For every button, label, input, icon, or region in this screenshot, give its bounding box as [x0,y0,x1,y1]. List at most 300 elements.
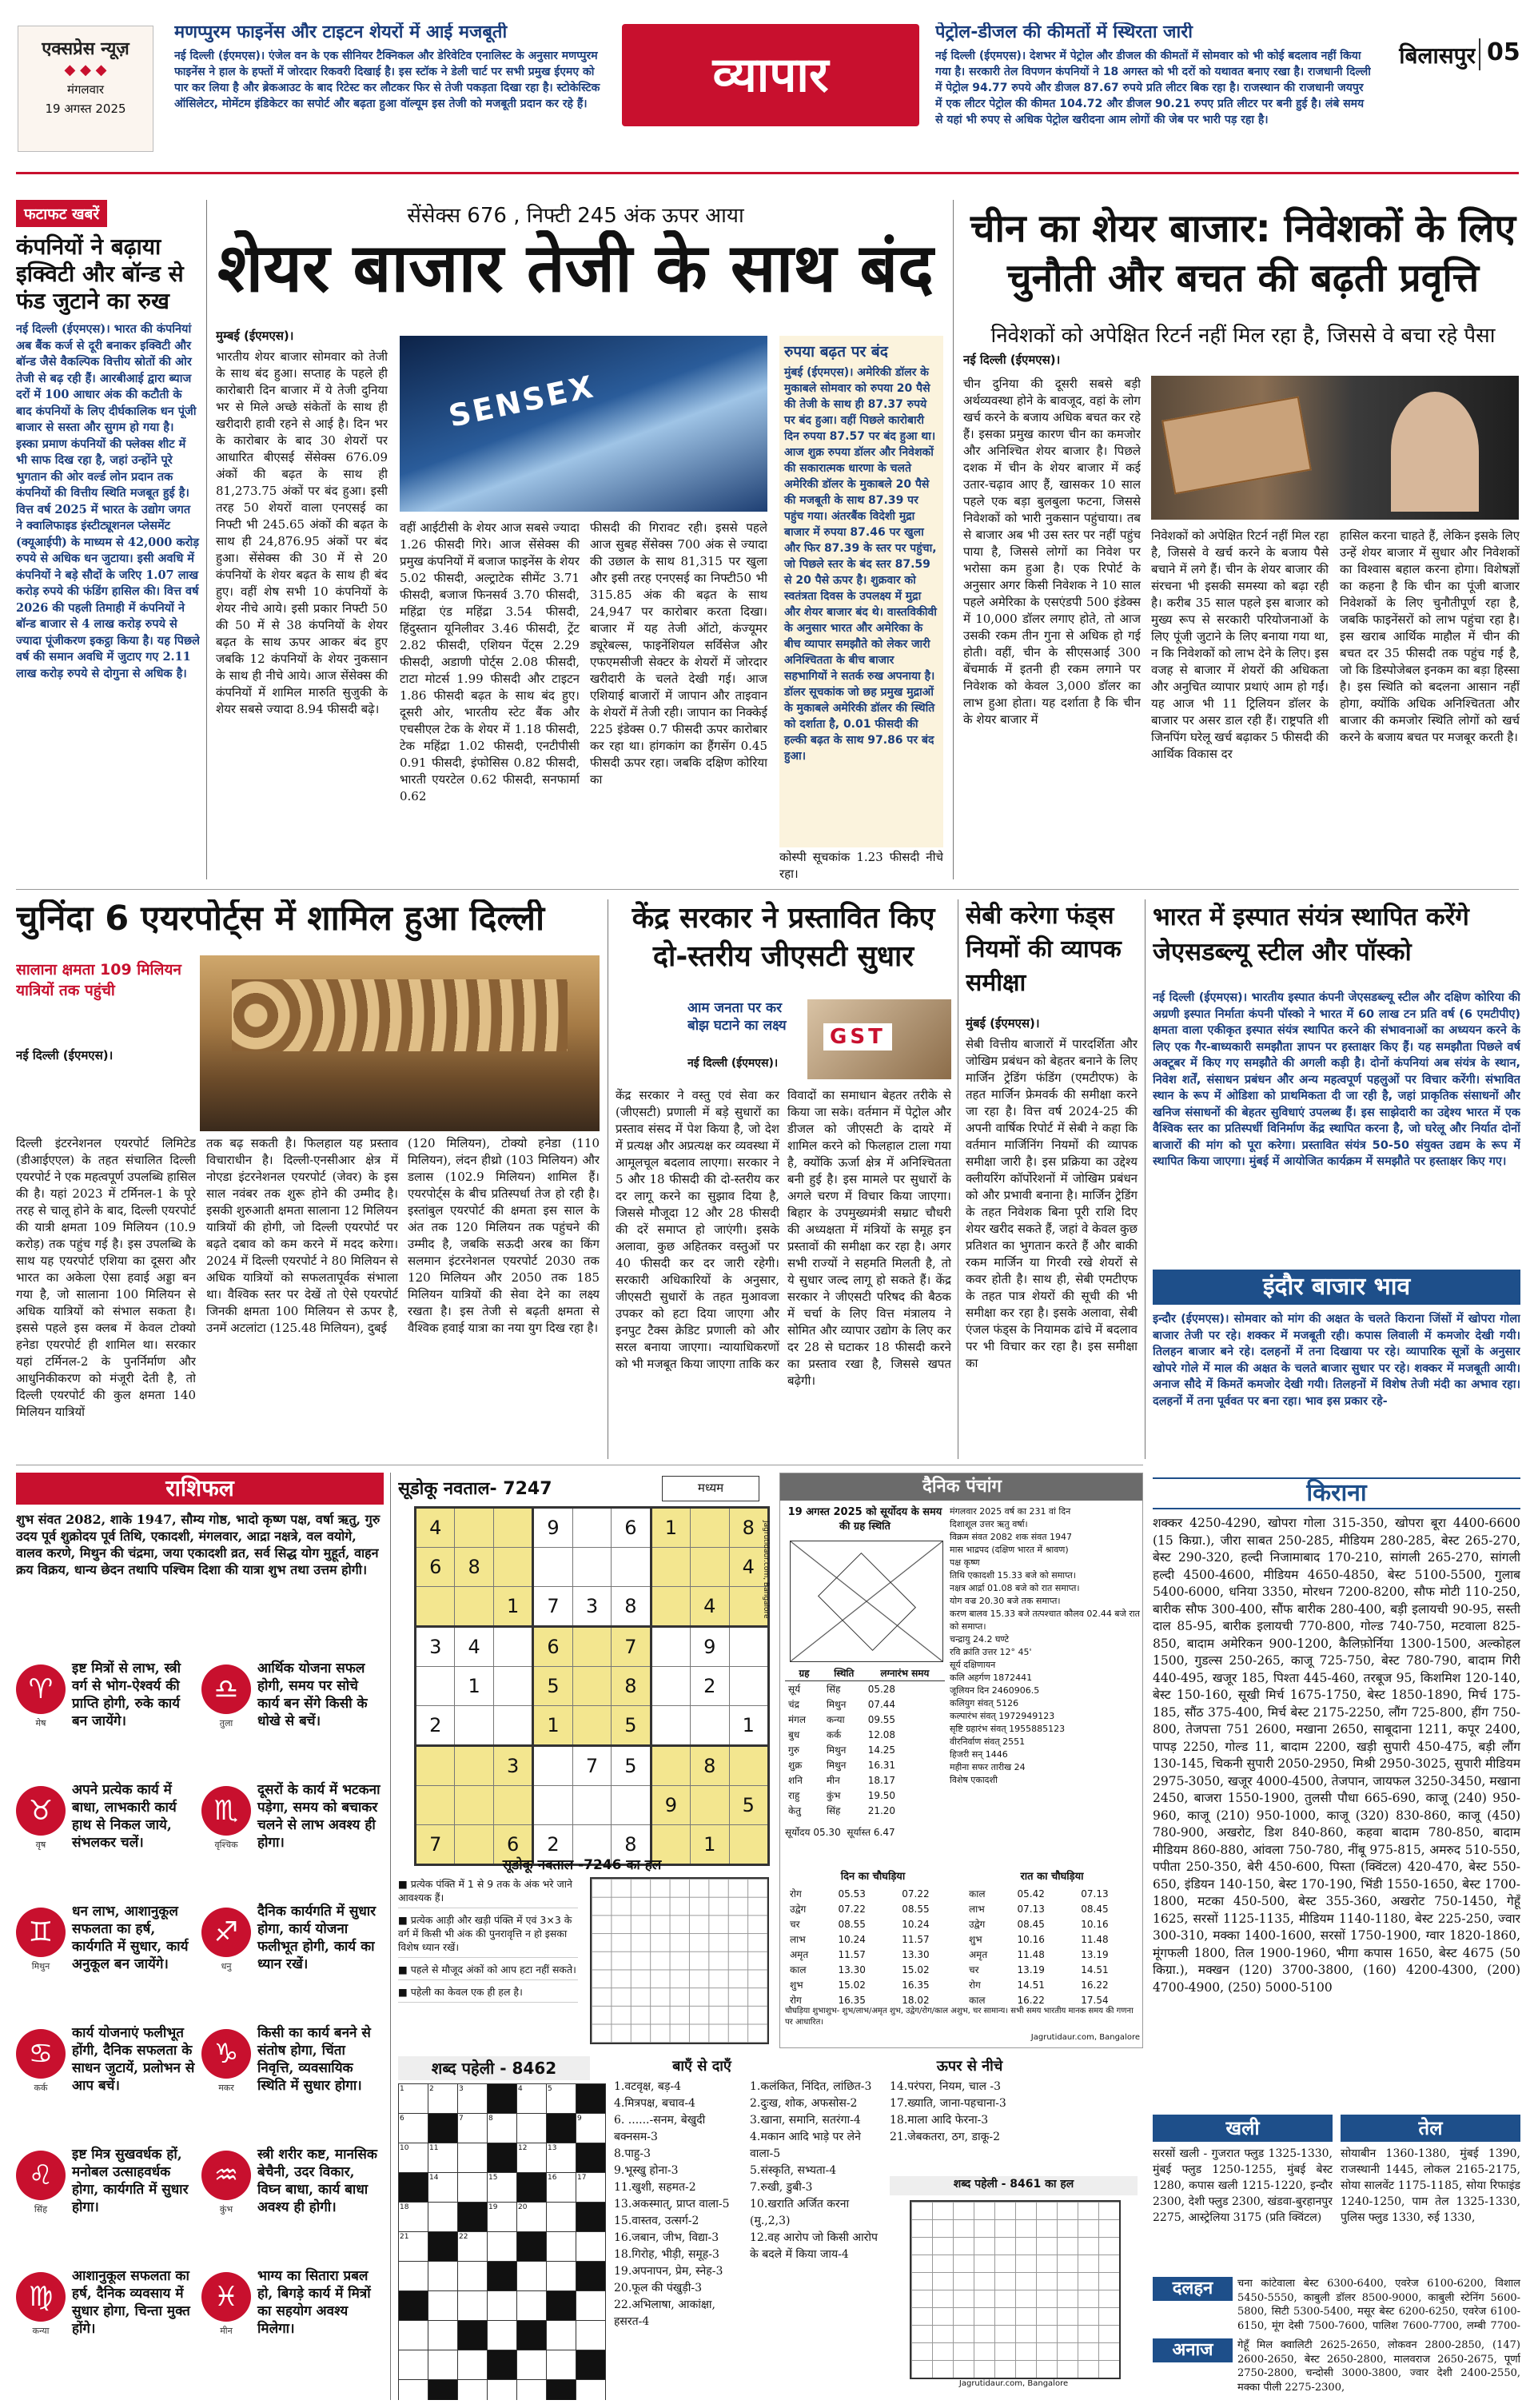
sensex-photo-label: SENSEX [445,369,599,434]
rashi-name: मिथुन [31,1961,50,1971]
banknotes-icon [1161,397,1312,495]
raat-choghadiya-title: रात का चौघड़िया [1020,1871,1084,1883]
crossword-cell[interactable]: 15 [488,2173,517,2203]
crossword-clue: 7.रुखी, डुबी-3 [750,2181,813,2194]
sudoku-cell[interactable] [691,1548,729,1587]
sudoku-cell[interactable] [416,1667,455,1706]
anaj-prices: गेहूँ मिल क्वालिटी 2625-2650, लोकवन 2800-2850, (147) 2600-2650, बेस्ट 2650-2800, मालवराज 2650-2675, पूर्णा 2750-2800, चन्दोसी 3000-3800, ज्वार देशी 2400-2550, मक्का पीली 2275-2300, [1237,2339,1520,2394]
choghadiya-cell: 16.35 [838,1994,866,2006]
sudoku-cell[interactable]: 1 [493,1587,532,1627]
crossword-cell[interactable]: 1 [399,2084,428,2114]
sudoku-section [398,1473,770,2048]
crossword-cell[interactable] [517,2262,547,2291]
fatafat-tag: फटाफट खबरें [16,200,107,227]
sudoku-cell[interactable] [651,1706,690,1746]
sudoku-solution-grid [590,1877,769,2044]
choghadiya-cell: लाभ [790,1934,806,1945]
crossword-cell[interactable]: 9 [576,2114,606,2143]
din-choghadiya-title: दिन का चौघड़िया [840,1871,906,1883]
crossword-cell[interactable]: 3 [458,2084,488,2114]
panchang-footer: चौघड़िया शुभाशुभ- शुभ/लाभ/अमृत शुभ, उद्वेग/रोग/काल अशुभ, चर सामान्य। सभी समय भारतीय मानक समय की गणना पर आधारित। [785,2007,1134,2027]
crossword-cell[interactable] [547,2203,576,2232]
crossword-solution-grid [910,2200,1121,2379]
rashi-text: अपने प्रत्येक कार्य में बाधा, लाभकारी कार्य हाथ से निकल जाये, संभलकर चलें। [72,1782,177,1851]
sebi-dateline: मुंबई (ईएमएस)। [966,1016,1040,1031]
crossword-cell[interactable] [517,2291,547,2321]
crossword-clue: 14.परंपरा, नियम, चाल -3 [890,2080,1002,2093]
rashi-name: वृष [35,1840,46,1850]
sudoku-cell[interactable]: 1 [455,1667,493,1706]
sudoku-cell[interactable] [455,1706,493,1746]
rashi-text: दैनिक कार्यगति में सुधार होगा, कार्य योजना फलीभूत होगी, कार्य का ध्यान रखें। [257,1904,377,1972]
top-brief-left-title: मणप्पुरम फाइनेंस और टाइटन शेयरों में आई मजबूती [174,22,508,42]
city-label: बिलासपुर [1399,42,1476,69]
brand-box [18,26,153,152]
sudoku-cell[interactable] [691,1508,729,1548]
sudoku-cell[interactable]: 2 [691,1667,729,1706]
crossword-cell [547,2380,576,2401]
crossword-cell[interactable] [458,2173,488,2203]
planet-cell: 16.31 [867,1759,896,1771]
zodiac-icon: ♎ [201,1664,251,1714]
choghadiya-cell: रोग [969,1979,981,1991]
planet-cell: केतु [788,1805,802,1816]
rashifal-intro: शुभ संवत 2082, शाके 1947, सौम्य गोष्ठ, भादो कृष्ण पक्ष, वर्षा ऋतु, गुरु उदय पूर्व शुक्रोदय पूर्व तिथि, एकादशी, मंगलवार, आद्रा नक्षत्रे, वल वयोगे, वालव करणे, मिथुन की चंद्रमा, जया एकादशी व्रत, सर्व सिद्ध योग मुहूर्त, वाहन क्रय विक्रय, धान्य छेदन तथापि पश्चिम दिशा की यात्रा शुभ तथा उत्तम होगी। [16,1512,381,1577]
indore-title: इंदौर बाजार भाव [1153,1270,1520,1305]
choghadiya-cell: 05.53 [838,1888,866,1900]
rule-sebi [1145,899,1146,1459]
crossword-cell[interactable] [458,2380,488,2401]
planet-cell: गुरु [788,1744,799,1756]
choghadiya-cell: 07.22 [838,1903,866,1915]
crossword-clue: 15.वास्तव, उत्सर्ग-2 [614,2215,699,2227]
panchang-line: कलियुग संवत् 5126 [950,1698,1019,1708]
crossword-clue: 4.मकान आदि भाड़े पर लेने वाला-5 [750,2131,861,2160]
choghadiya-cell: 13.30 [838,1963,866,1975]
sudoku-cell[interactable]: 1 [651,1508,690,1548]
planet-table-header: लग्नारंभ समय [865,1665,945,1681]
sudoku-cell[interactable]: 4 [416,1508,455,1548]
crossword-cell[interactable]: 11 [428,2143,458,2173]
crossword-cell[interactable]: 12 [517,2143,547,2173]
rashi-name: वृश्चिक [214,1840,238,1850]
crossword-clue: 20.फूल की पंखुड़ी-3 [614,2282,702,2294]
choghadiya-cell: 11.48 [1017,1948,1045,1960]
crossword-cell[interactable] [458,2143,488,2173]
planet-row [785,1681,945,1697]
sudoku-cell[interactable]: 6 [493,1825,532,1865]
sudoku-cell[interactable]: 3 [572,1587,611,1627]
sudoku-rules [398,1877,578,2045]
crossword-cell [576,2350,606,2380]
choghadiya-cell: उद्वेग [969,1919,986,1930]
rashi-text: धन लाभ, आशानुकूल सफलता का हर्ष, कार्यगति में सुधार, कार्य अनुकूल बन जायेंगे। [72,1904,189,1972]
sudoku-rule: ■ प्रत्येक आड़ी और खड़ी पंक्ति में एवं 3×3 के वर्ग में किसी भी अंक की पुनरावृत्ति न हो इसका विशेष ध्यान रखें। [398,1913,578,1958]
panchang-line: रवि क्रांति उत्तर 12° 45' [950,1647,1032,1657]
planet-row [785,1803,945,1818]
sudoku-cell[interactable] [533,1746,572,1786]
crossword-cell[interactable] [576,2232,606,2262]
crossword-cell[interactable]: 14 [428,2173,458,2203]
sudoku-rule: ■ पहेली का केवल एक ही हल है। [398,1985,578,2003]
panchang-line: विशेष एकादशी [950,1775,998,1785]
sudoku-cell[interactable] [455,1786,493,1825]
sudoku-cell[interactable]: 1 [691,1825,729,1865]
planet-cell: मिथुन [826,1760,847,1771]
rashi-item [201,1901,384,2019]
rashi-item [16,2144,198,2262]
rashi-item [16,1658,198,1776]
choghadiya-cell: 10.24 [902,1918,930,1930]
crossword-clue: 18.गिरोह, भीड़ी, समूह-3 [614,2248,719,2261]
choghadiya-cell: लाभ [969,1904,985,1915]
lagna-title: 19 अगस्त 2025 को सूर्योदय के समय की ग्रह स्थिति [787,1506,942,1533]
sudoku-cell[interactable] [493,1548,532,1587]
crossword-cell[interactable]: 19 [488,2203,517,2232]
crossword-cell[interactable] [488,2380,517,2401]
sudoku-cell[interactable]: 7 [612,1627,651,1667]
sudoku-cell[interactable]: 9 [651,1786,690,1825]
planet-cell: 19.50 [867,1789,896,1801]
top-brief-right-body: नई दिल्ली (ईएमएस)। देशभर में पेट्रोल और डीजल की कीमतों में सोमवार को भी कोई बदलाव नहीं किया गया है। सरकारी तेल विपणन कंपनियों ने 18 अगस्त को भी दरों को यथावत बनाए रखा है। राजधानी दिल्ली में पेट्रोल 94.77 रुपये और डीजल 87.67 रुपये प्रति लीटर बिक रहा है। राजस्थान की राजधानी जयपुर में एक लीटर पेट्रोल की कीमत 104.72 और डीजल 90.21 रुपए प्रति लीटर पर बनी हुई है। लंबे समय से यहां भी रुपए से अधिक पेट्रोल खरीदना आम लोगों की जेब पर भारी पड़ रहा है। [935,50,1371,126]
planet-cell: 07.44 [867,1698,896,1710]
sudoku-cell[interactable] [533,1786,572,1825]
crossword-cell[interactable] [488,2321,517,2350]
crossword-cell[interactable] [399,2350,428,2380]
rashifal-title: राशिफल [16,1473,384,1505]
sudoku-cell[interactable]: 7 [533,1587,572,1627]
sudoku-cell[interactable] [493,1706,532,1746]
dalhan-title: दलहन [1153,2277,1233,2301]
choghadiya-cell: 13.19 [1017,1963,1045,1975]
zodiac-icon: ♊ [16,1908,66,1957]
gst-col2: विवादों का समाधान बेहतर तरीके से किया जा सके। वर्तमान में पेट्रोल और डीजल को जीएसटी के दायरे में शामिल करने को फिलहाल टाला गया है, क्योंकि ऊर्जा क्षेत्र में अनिश्चितता बनी हुई है। इस मामले पर सुधारों के अगले चरण में विचार किया जाएगा। बिहार के उपमुख्यमंत्री सम्राट चौधरी की अध्यक्षता में मंत्रियों के समूह इन प्रस्तावों की समीक्षा कर रहा है। अगर सभी राज्यों ने सहमति मिलती है, तो ये सुधार जल्द लागू हो सकते हैं। केंद्र सरकार ने जीएसटी परिषद की बैठक में चर्चा के लिए वित्त मंत्रालय ने सोमित और व्यापार उद्योग के लिए कर दर 28 से घटाकर 18 फीसदी करने का प्रस्ताव रखा है, जिससे खपत बढ़ेगी। [787,1088,951,1388]
crossword-cell[interactable] [576,2380,606,2401]
crossword-credit: Jagrutidaur.com, Bangalore [958,2379,1069,2388]
khali-prices: सरसों खली - गुजरात फ्लुड 1325-1330, मुंबई फ्लुड 1250-1255, मुंबई बेस्ट 1280, कपास खली 1215-1220, इन्दौर 2300, देशी फ्लुड 2300, खंडवा-बुरहानपुर 2275, आस्ट्रेलिया 3175 (प्रति क्विंटल) [1153,2147,1333,2224]
sudoku-cell[interactable]: 1 [533,1706,572,1746]
sudoku-cell[interactable] [572,1667,611,1706]
sudoku-cell[interactable] [572,1627,611,1667]
choghadiya-cell: 16.22 [1017,1994,1045,2006]
sudoku-cell[interactable]: 4 [691,1587,729,1627]
sudoku-cell[interactable]: 2 [533,1825,572,1865]
crossword-clue: 10.खराति अर्जित करना (मु.,2,3) [750,2198,850,2227]
planet-cell: मंगल [788,1714,807,1725]
planet-row [785,1742,945,1757]
rashi-text: भाग्य का सितारा प्रबल हो, बिगड़े कार्य में मित्रों का सहयोग अवश्य मिलेगा। [257,2268,371,2337]
sudoku-cell[interactable]: 4 [729,1548,769,1587]
sudoku-cell[interactable] [493,1667,532,1706]
fatafat-section [16,200,200,887]
rashi-text: कार्य योजनाएं फलीभूत होंगी, दैनिक सफलता के साधन जुटायें, प्रलोभन से आप बचें। [72,2025,195,2094]
down-title: ऊपर से नीचे [936,2058,1003,2075]
crossword-cell[interactable] [488,2291,517,2321]
panchang-credit: Jagrutidaur.com, Bangalore [1030,2033,1140,2042]
gst-blocks-icon: GST [823,1023,892,1051]
crossword-clue: 2.दुःख, शोक, अफसोस-2 [750,2097,858,2110]
rashi-item [16,1780,198,1898]
zodiac-icon: ♍ [16,2272,66,2322]
rule-fatafat [206,200,207,879]
crossword-cell[interactable]: 13 [547,2143,576,2173]
rashi-name: मीन [220,2326,233,2336]
zodiac-icon: ♑ [201,2029,251,2079]
crossword-cell[interactable] [547,2350,576,2380]
indore-intro: इन्दौर (ईएमएस)। सोमवार को मांग की अक्षत के चलते किराना जिंसों में खोपरा गोला बाजार तेजी पर रहे। शक्कर में मजबूती रही। कपास लिवाली में कमजोर देखी गयी। तिलहन बाजार बने रहे। दलहनों में तना दिखाया पर रहे। व्यापारिक सूत्रों के अनुसार खोपरे गोले में माल की अक्षत के चलते बाजार सुधार पर रहे। शक्कर में मजबूती आयी। अनाज सौदे में किमतें कमजोर देखी गयी। तिलहनों में विशेष तेजी मंदी का अभाव रहा। दलहनों में तना पूर्ववत पर बना रहा। भाव इस प्रकार रहे- [1153,1313,1520,1408]
sudoku-title: सूडोकू नवताल- 7247 [398,1479,552,1499]
crossword-cell[interactable]: 2 [428,2084,458,2114]
choghadiya-cell: 10.16 [1017,1933,1045,1945]
sudoku-rule: ■ पहले से मौजूद अंकों को आप हटा नहीं सकते। [398,1963,578,1980]
crossword-cell[interactable]: 4 [517,2084,547,2114]
crossword-cell[interactable] [428,2262,458,2291]
sunrise-box [785,1825,945,1857]
crossword-clue: 18.माला आदि फेरना-3 [890,2114,989,2127]
planet-row [785,1757,945,1772]
crossword-cell[interactable]: 8 [488,2114,517,2143]
sudoku-cell[interactable] [691,1786,729,1825]
crossword-cell[interactable] [428,2203,458,2232]
rashi-item [201,2023,384,2141]
zodiac-icon: ♋ [16,2029,66,2079]
choghadiya-cell: 17.54 [1081,1994,1109,2006]
crossword-cell[interactable] [458,2350,488,2380]
china-col2: निवेशकों को अपेक्षित रिटर्न नहीं मिल रहा है, जिससे वे खर्च करने के बजाय पैसे बचाने में लगे हैं। चीन के शेयर बाजार की संरचना भी इसकी समस्या को बढ़ा रही है। करीब 35 साल पहले इस बाजार को मुख्य रूप से सरकारी परियोजनाओं के लिए पूंजी जुटाने के लिए बनाया गया था, न कि निवेशकों को लाभ देने के लिए। इस वजह से बाजार में शेयरों की अधिकता और अनुचित व्यापार प्रथाएं आम हो गईं। यह आज भी 11 ट्रिलियन डॉलर के बाजार पर असर डाल रही हैं। राष्ट्रपति शी जिनपिंग घरेलू खर्च बढ़ाकर 5 फीसदी की आर्थिक विकास दर [1151,528,1329,761]
sudoku-cell[interactable]: 8 [612,1587,651,1627]
choghadiya-cell: काल [790,1964,807,1975]
crossword-cell[interactable] [576,2291,606,2321]
planet-cell: कर्क [826,1729,842,1740]
sudoku-cell[interactable]: 8 [612,1825,651,1865]
rashi-item [201,2266,384,2384]
sudoku-cell[interactable]: 3 [416,1627,455,1667]
crossword-clue: 4.मित्रपक्ष, बचाव-4 [614,2097,695,2110]
crossword-cell [517,2232,547,2262]
crossword-cell [428,2380,458,2401]
sudoku-cell[interactable] [493,1508,532,1548]
choghadiya-cell: 07.13 [1081,1888,1109,1900]
sudoku-cell[interactable] [572,1786,611,1825]
panchang-line: कलि अहर्गण 1872441 [950,1672,1033,1683]
crossword-cell[interactable] [576,2321,606,2350]
crossword-cell [576,2084,606,2114]
fatafat-headline: कंपनियों ने बढ़ाया इक्विटी और बॉन्ड से फंड जुटाने का रुख [16,233,184,314]
sudoku-cell[interactable]: 5 [612,1706,651,1746]
sudoku-cell[interactable] [572,1548,611,1587]
choghadiya-row [964,1977,1140,1992]
rupee-title: रुपया बढ़त पर बंद [784,343,888,361]
gst-col1: केंद्र सरकार ने वस्तु एवं सेवा कर (जीएसटी) प्रणाली में बड़े सुधारों का प्रस्ताव संसद में पेश किया है, जो देश में प्रत्यक्ष और अप्रत्यक्ष कर व्यवस्था में आमूलचूल बदलाव लाएगा। सरकार ने 5 और 18 फीसदी की दो-स्तरीय कर दर लागू करने का सुझाव दिया है, जिससे मौजूदा 12 और 28 फीसदी की दरें समाप्त हो जाएंगी। इसके अलावा, कुछ अहितकर वस्तुओं पर 40 फीसदी कर दर जारी रहेगी। सरकारी अधिकारियों के अनुसार, जीएसटी सुधारों के तहत मुआवजा उपकर को हटा दिया जाएगा और इनपुट टैक्स क्रेडिट प्रणाली को और सरल बनाया जाएगा। न्यायाधिकरणों को भी मजबूत किया जाएगा ताकि कर [616,1088,779,1371]
crossword-cell[interactable] [547,2321,576,2350]
choghadiya-cell: 11.57 [902,1933,930,1945]
choghadiya-cell: उद्वेग [790,1904,807,1915]
dalhan-prices: चना कांटेवाला बेस्ट 6300-6400, एवरेज 6100-6200, विशाल 5450-5550, काबुली डॉलर 8500-9000, काबुली स्टेनिंग 5600-5800, सिटी 5300-5400, मसूर बेस्ट 6200-6250, एवरेज 6100-6150, मूंग देसी 7500-7600, पालिश 7600-7700, लम्बी 7700- [1237,2278,1520,2332]
crossword-cell[interactable]: 16 [547,2173,576,2203]
rashifal-section [16,1473,384,2400]
sudoku-cell[interactable]: 1 [729,1706,769,1746]
sudoku-cell[interactable] [691,1706,729,1746]
crossword-cell[interactable] [517,2350,547,2380]
choghadiya-row [964,1962,1140,1977]
sudoku-cell[interactable]: 8 [612,1667,651,1706]
sudoku-cell[interactable] [455,1508,493,1548]
crossword-cell[interactable] [547,2262,576,2291]
sudoku-cell[interactable]: 5 [533,1667,572,1706]
crossword-clue: 21.जेबकतरा, ठग, डाकू-2 [890,2131,1001,2143]
issue-date: 19 अगस्त 2025 [45,102,126,116]
sudoku-cell[interactable] [651,1667,690,1706]
zodiac-icon: ♈ [16,1664,66,1714]
zodiac-icon: ♓ [201,2272,251,2322]
sunset-label: सूर्यास्त [847,1827,871,1838]
sudoku-cell[interactable] [572,1508,611,1548]
choghadiya-row [964,1901,1140,1916]
rashi-name: कर्क [34,2083,48,2093]
sudoku-level: मध्यम [662,1476,759,1501]
china-photo [1151,376,1519,520]
sudoku-cell[interactable] [572,1706,611,1746]
crossword-cell[interactable]: 21 [399,2232,428,2262]
crossword-cell [576,2262,606,2291]
airport-col2: तक बढ़ सकती है। फिलहाल यह प्रस्ताव विचाराधीन है। दिल्ली-एनसीआर क्षेत्र में नोएडा इंटरनेशनल एयरपोर्ट (जेवर) के इस साल नवंबर तक शुरू होने की उम्मीद है। इसकी शुरुआती क्षमता सालाना 12 मिलियन यात्रियों की होगी, जो दिल्ली एयरपोर्ट पर बढ़ते दबाव को कम करने में मदद करेगा। 2024 में दिल्ली एयरपोर्ट ने 80 मिलियन से अधिक यात्रियों को सफलतापूर्वक संभाला था। वैश्विक स्तर पर देखें तो ऐसे एयरपोर्ट जिनकी क्षमता 100 मिलियन से ऊपर है, उनमें अटलांटा (125.48 मिलियन), दुबई [206,1136,398,1335]
planet-table-header: ग्रह [785,1665,823,1681]
crossword-cell [488,2084,517,2114]
sudoku-cell[interactable]: 5 [612,1746,651,1786]
sudoku-cell[interactable]: 5 [729,1786,769,1825]
choghadiya-cell: काल [969,1888,986,1900]
sudoku-cell[interactable] [651,1548,690,1587]
crossword-cell[interactable] [399,2262,428,2291]
choghadiya-cell: 15.02 [838,1979,866,1991]
sudoku-cell[interactable] [455,1587,493,1627]
planet-cell: सूर्य [788,1684,801,1695]
sudoku-cell[interactable] [493,1786,532,1825]
crossword-cell[interactable] [488,2232,517,2262]
sudoku-cell[interactable] [612,1786,651,1825]
crossword-clue: 1.कलंकित, निंदित, लांछित-3 [750,2080,872,2093]
choghadiya-cell: 08.55 [902,1903,930,1915]
planet-table [785,1665,945,1818]
sudoku-cell[interactable]: 7 [572,1746,611,1786]
sudoku-cell[interactable]: 3 [493,1746,532,1786]
sudoku-cell[interactable]: 8 [455,1548,493,1587]
china-dateline: नई दिल्ली (ईएमएस)। [963,353,1061,367]
lead-headline: शेयर बाजार तेजी के साथ बंद [217,230,934,307]
sudoku-cell[interactable] [455,1746,493,1786]
sudoku-cell[interactable]: 6 [416,1548,455,1587]
crossword-cell[interactable]: 22 [458,2232,488,2262]
crossword-cell[interactable]: 18 [399,2203,428,2232]
crossword-cell[interactable]: 7 [458,2114,488,2143]
sudoku-cell[interactable]: 7 [416,1825,455,1865]
crossword-clue: 1.वटवृक्ष, बड़-4 [614,2080,682,2093]
crossword-cell[interactable]: 20 [517,2203,547,2232]
sudoku-cell[interactable]: 8 [691,1746,729,1786]
sudoku-cell[interactable] [416,1587,455,1627]
panchang-line: हिजरी सन् 1446 [950,1749,1008,1760]
crossword-cell[interactable]: 17 [576,2173,606,2203]
crossword-cell[interactable] [428,2291,458,2321]
crossword-cell[interactable] [458,2262,488,2291]
crossword-cell[interactable] [517,2114,547,2143]
sudoku-cell[interactable] [416,1786,455,1825]
sudoku-cell[interactable] [651,1627,690,1667]
choghadiya-cell: काल [969,1995,986,2006]
brand-name: एक्सप्रेस न्यूज़ [42,39,129,59]
panchang-line: मंगलवार 2025 वर्ष का 231 वां दिन [950,1506,1071,1517]
panchang-line: वीरनिर्वाण संवत् 2551 [950,1736,1026,1747]
sudoku-cell[interactable]: 9 [533,1508,572,1548]
crossword-cell[interactable]: 6 [399,2114,428,2143]
china-col1: चीन दुनिया की दूसरी सबसे बड़ी अर्थव्यवस्था होने के बावजूद, वहां के लोग खर्च करने के बजाय अधिक बचत कर रहे हैं। इसका प्रमुख कारण चीन का कमजोर और अनिश्चित शेयर बाजार है। पिछले दशक में चीन के शेयर बाजार में कई उतार-चढ़ाव आए हैं, खासकर 10 साल पहले एक बड़ा बुलबुला फटना, जिससे निवेशकों को भारी नुकसान पहुंचाया। तब से बाजार अब भी उस स्तर पर नहीं पहुंच पाया है, जिससे लोगों का निवेश पर भरोसा कम हुआ है। एक रिपोर्ट के अनुसार अगर किसी निवेशक ने 10 साल पहले अमेरिका के एसएंडपी 500 इंडेक्स में 10,000 डॉलर लगाए होते, तो आज उसकी रकम तीन गुना से अधिक हो गई होती। वहीं, चीन के सीएसआई 300 बेंचमार्क में इतनी ही रकम लगाने पर निवेशक को केवल 3,000 डॉलर का लाभ हुआ होता। यह दर्शाता है कि चीन के शेयर बाजार में [963,377,1141,727]
crossword-clue: 8.पाहु-3 [614,2147,651,2160]
rashi-text: किसी का कार्य बनने से संतोष होगा, चिंता निवृत्ति, व्यवसायिक स्थिति में सुधार होगा। [257,2025,371,2094]
sudoku-cell[interactable]: 6 [533,1627,572,1667]
choghadiya-row [964,1886,1140,1901]
sudoku-cell[interactable]: 8 [729,1508,769,1548]
crossword-cell[interactable] [399,2321,428,2350]
lead-col3: फीसदी की गिरावट रही। इससे पहले आज सुबह सेंसेक्स 700 अंक से ज्यादा की उछाल के साथ 81,315 पर खुला और इसी तरह एनएसई का निफ्टी50 भी 315.85 अंक की बढ़त के साथ 24,947 पर कारोबार करता दिखा। बाजार में यह तेजी ऑटो, कंज्यूमर ड्यूरेबल्स, फाइनेंशियल सर्विसेज और एफएमसीजी सेक्टर के शेयरों में जोरदार खरीदारी के चलते देखी गई। आज एशियाई बाजारों में जापान और ताइवान के शेयरों में तेजी रही। जापान का निक्केई 225 इंडेक्स 0.7 फीसदी ऊपर कारोबार कर रहा था। हांगकांग का हैंगसेंग 0.45 फीसदी ऊपर रहा। जबकि दक्षिण कोरिया का [590,520,767,787]
top-brief-left [174,22,606,158]
crossword-cell[interactable] [428,2321,458,2350]
airport-col1: दिल्ली इंटरनेशनल एयरपोर्ट लिमिटेड (डीआईएएल) के तहत संचालित दिल्ली एयरपोर्ट ने एक महत्वपूर्ण उपलब्धि हासिल की है। यहां 2023 में टर्मिनल-1 के पूरे तरह से चालू होने के बाद, दिल्ली एयरपोर्ट की यात्री क्षमता 109 मिलियन (10.9 करोड़) तक पहुंच गई है। इस उपलब्धि के साथ यह एयरपोर्ट एशिया का दूसरा और भारत का अकेला ऐसा हवाई अड्डा बन गया है, जो सालाना 100 मिलियन से अधिक यात्रियों को संभाल सकता है। इससे पहले इस क्लब में केवल टोक्यो हनेडा एयरपोर्ट ही शामिल था। सरकार यहां टर्मिनल-2 के पुनर्निर्माण और आधुनिकीकरण को मंजूरी देती है, तो दिल्ली एयरपोर्ट की कुल क्षमता 140 मिलियन यात्रियों [16,1136,196,1419]
crossword-cell[interactable] [428,2350,458,2380]
sunrise-value: 05.30 [813,1827,841,1838]
panchang-line: पक्ष कृष्ण [950,1557,980,1568]
crossword-cell[interactable] [517,2380,547,2401]
top-brief-right [935,22,1371,158]
choghadiya-cell: 10.24 [838,1933,866,1945]
lead-kicker: सेंसेक्स 676 , निफ्टी 245 अंक ऊपर आया [407,204,744,228]
sudoku-cell[interactable] [416,1746,455,1786]
planet-row [785,1696,945,1712]
sudoku-credit: Jagrutidaur.com, Bangalore [762,1521,770,1619]
portrait-icon [1391,392,1479,512]
zodiac-icon: ♉ [16,1786,66,1836]
crossword-cell[interactable] [458,2291,488,2321]
crossword-cell[interactable] [399,2380,428,2401]
panchang-line: जूलियन दिन 2460906.5 [950,1685,1040,1696]
sudoku-cell[interactable] [612,1548,651,1587]
sudoku-rule: ■ प्रत्येक पंक्ति में 1 से 9 तक के अंक भरे जाने आवश्यक हैं। [398,1877,578,1908]
planet-cell: राहु [788,1790,800,1801]
planet-cell: 09.55 [867,1713,896,1725]
sudoku-cell[interactable] [493,1627,532,1667]
planet-cell: कुंभ [826,1790,841,1801]
sudoku-cell[interactable]: 4 [455,1627,493,1667]
planet-row [785,1788,945,1803]
sudoku-cell[interactable] [651,1587,690,1627]
sudoku-cell[interactable]: 9 [691,1627,729,1667]
across-clues-2 [750,2079,882,2398]
sudoku-cell[interactable] [651,1746,690,1786]
masthead [0,0,1534,176]
steel-body: नई दिल्ली (ईएमएस)। भारतीय इस्पात कंपनी जेएसडब्ल्यू स्टील और दक्षिण कोरिया की अग्रणी इस्पात निर्माता कंपनी पॉस्को ने भारत में 60 लाख टन प्रति वर्ष (6 एमटीपीए) क्षमता वाला एकीकृत इस्पात संयंत्र स्थापित करने की संभावनाओं का अध्ययन करने के लिए एक गैर-बाध्यकारी समझौता ज्ञापन पर हस्ताक्षर किए हैं। यह समझौता पिछले वर्ष अक्टूबर में किए गए समझौते की अगली कड़ी है। दोनों कंपनियां अब संयंत्र के स्थान, निवेश शर्तें, संसाधन प्रबंधन और अन्य महत्वपूर्ण पहलुओं पर विचार करेंगी। संभावित स्थान के रूप में ओडिशा को प्राथमिकता दी जा रही है, जहां प्राकृतिक संसाधनों और खनिज संसाधनों की बेहतर सुविधाएं उपलब्ध हैं। इस साझेदारी का उद्देश्य भारत में एक वैश्विक स्तर का प्रतिस्पर्धी विनिर्माण केंद्र स्थापित करना है, जो घरेलू और निर्यात दोनों बाजारों की मांग को पूरा करेगा। प्रस्तावित संयंत्र 50-50 संयुक्त उद्यम के रूप में स्थापित किया जाएगा। मुंबई में आयोजित कार्यक्रम में समझौते पर हस्ताक्षर किए गए। [1153,991,1520,1168]
china-subheadline: निवेशकों को अपेक्षित रिटर्न नहीं मिल रहा है, जिससे वे बचा रहे पैसा [990,324,1496,348]
sudoku-cell[interactable]: 2 [416,1706,455,1746]
crossword-cell[interactable]: 10 [399,2143,428,2173]
rashi-text: आशानुकूल सफलता का हर्ष, दैनिक व्यवसाय में सुधार होगा, चिन्ता मुक्त होंगे। [72,2268,190,2337]
planet-cell: मिथुन [826,1699,847,1710]
crossword-cell[interactable]: 5 [547,2084,576,2114]
rule-rashifal [390,1473,391,2400]
gst-photo [807,999,951,1079]
sudoku-cell[interactable]: 6 [612,1508,651,1548]
sudoku-cell[interactable] [533,1548,572,1587]
planet-row [785,1712,945,1727]
crossword-cell[interactable] [547,2232,576,2262]
